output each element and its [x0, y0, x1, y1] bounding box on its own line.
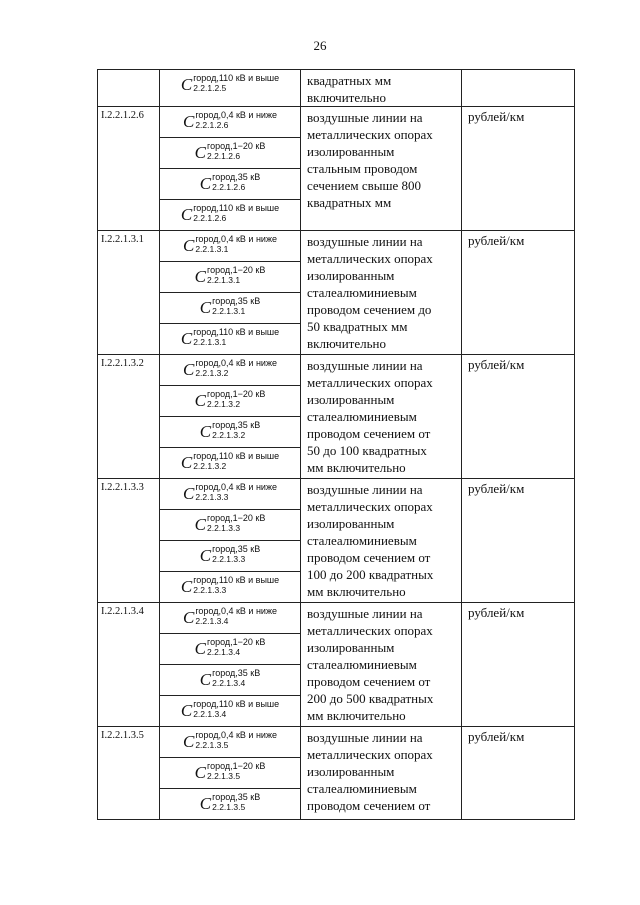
tariff-symbol — [160, 324, 301, 355]
row-code: I.2.2.1.3.1 — [98, 231, 160, 355]
symbol-superscript: город,110 кВ и выше — [193, 73, 280, 83]
row-unit: рублей/км — [462, 479, 575, 603]
symbol-subscript: 2.2.1.2.6 — [193, 213, 227, 223]
table-row — [98, 603, 575, 634]
tariff-symbol — [160, 541, 301, 572]
symbol-letter: C — [199, 298, 212, 317]
symbol-letter: C — [180, 329, 193, 348]
symbol-superscript: город,110 кВ и выше — [193, 699, 280, 709]
symbol-subscript: 2.2.1.3.3 — [193, 585, 227, 595]
symbol-superscript: город,0,4 кВ и ниже — [195, 606, 277, 616]
symbol-letter: C — [182, 236, 195, 255]
symbol-subscript: 2.2.1.3.1 — [206, 275, 241, 285]
row-unit: рублей/км — [462, 231, 575, 355]
row-code: I.2.2.1.3.3 — [98, 479, 160, 603]
symbol-letter: C — [199, 794, 212, 813]
symbol-subscript: 2.2.1.3.2 — [212, 430, 246, 440]
symbol-superscript: город,0,4 кВ и ниже — [195, 110, 277, 120]
row-description: воздушные линии на металлических опорах изолированным стальным проводом сечением свыше 800 квадратных мм — [301, 107, 462, 231]
tariff-symbol — [160, 417, 301, 448]
page-number: 26 — [313, 38, 327, 53]
tariff-table — [97, 69, 575, 820]
symbol-subscript: 2.2.1.2.6 — [195, 120, 229, 130]
table-row — [98, 727, 575, 758]
row-description: квадратных мм включительно — [301, 70, 462, 107]
tariff-symbol — [160, 386, 301, 417]
symbol-letter: C — [182, 360, 195, 379]
table-row — [98, 479, 575, 510]
row-unit: рублей/км — [462, 603, 575, 727]
symbol-letter: C — [180, 453, 193, 472]
symbol-letter: C — [199, 546, 212, 565]
tariff-symbol — [160, 758, 301, 789]
symbol-subscript: 2.2.1.3.2 — [193, 461, 227, 471]
tariff-symbol — [160, 200, 301, 231]
tariff-symbol — [160, 262, 301, 293]
symbol-letter: C — [194, 763, 206, 782]
symbol-subscript: 2.2.1.3.3 — [212, 554, 246, 564]
tariff-symbol — [160, 107, 301, 138]
symbol-superscript: город,1−20 кВ — [206, 265, 266, 275]
tariff-symbol — [160, 510, 301, 541]
table-body — [98, 70, 575, 820]
row-unit: рублей/км — [462, 107, 575, 231]
row-description: воздушные линии на металлических опорах изолированным сталеалюминиевым проводом сечением от 200 до 500 квадратных мм включительно — [301, 603, 462, 727]
symbol-letter: C — [194, 391, 206, 410]
symbol-superscript: город,110 кВ и выше — [193, 203, 280, 213]
symbol-superscript: город,0,4 кВ и ниже — [195, 730, 277, 740]
symbol-subscript: 2.2.1.2.6 — [212, 182, 246, 192]
symbol-letter: C — [180, 701, 193, 720]
row-unit — [462, 70, 575, 107]
row-description: воздушные линии на металлических опорах изолированным сталеалюминиевым проводом сечением от 100 до 200 квадратных мм включительно — [301, 479, 462, 603]
tariff-symbol — [160, 169, 301, 200]
symbol-letter: C — [194, 267, 206, 286]
symbol-subscript: 2.2.1.3.5 — [195, 740, 229, 750]
symbol-superscript: город,1−20 кВ — [206, 389, 266, 399]
tariff-symbol — [160, 138, 301, 169]
symbol-superscript: город,110 кВ и выше — [193, 575, 280, 585]
symbol-superscript: город,0,4 кВ и ниже — [195, 358, 277, 368]
row-code — [98, 70, 160, 107]
symbol-subscript: 2.2.1.2.5 — [193, 83, 227, 93]
tariff-symbol — [160, 572, 301, 603]
symbol-superscript: город,35 кВ — [212, 668, 261, 678]
row-code: I.2.2.1.3.5 — [98, 727, 160, 820]
symbol-superscript: город,35 кВ — [212, 172, 261, 182]
row-description: воздушные линии на металлических опорах изолированным сталеалюминиевым проводом сечением от 50 до 100 квадратных мм включительно — [301, 355, 462, 479]
symbol-subscript: 2.2.1.3.2 — [206, 399, 241, 409]
symbol-superscript: город,0,4 кВ и ниже — [195, 234, 277, 244]
row-unit: рублей/км — [462, 727, 575, 820]
symbol-superscript: город,1−20 кВ — [206, 761, 266, 771]
symbol-superscript: город,35 кВ — [212, 296, 261, 306]
symbol-subscript: 2.2.1.3.3 — [206, 523, 241, 533]
symbol-letter: C — [180, 205, 193, 224]
symbol-subscript: 2.2.1.3.4 — [206, 647, 241, 657]
symbol-subscript: 2.2.1.3.3 — [195, 492, 229, 502]
row-description: воздушные линии на металлических опорах изолированным сталеалюминиевым проводом сечением до 50 квадратных мм включительно — [301, 231, 462, 355]
symbol-subscript: 2.2.1.3.4 — [212, 678, 246, 688]
table-row — [98, 70, 575, 107]
symbol-letter: C — [182, 732, 195, 751]
tariff-symbol — [160, 789, 301, 820]
symbol-superscript: город,1−20 кВ — [206, 141, 266, 151]
table-row — [98, 355, 575, 386]
symbol-letter: C — [194, 639, 206, 658]
row-code: I.2.2.1.3.2 — [98, 355, 160, 479]
symbol-letter: C — [199, 422, 212, 441]
symbol-letter: C — [180, 75, 193, 94]
symbol-subscript: 2.2.1.3.1 — [212, 306, 246, 316]
symbol-subscript: 2.2.1.3.4 — [195, 616, 229, 626]
symbol-letter: C — [182, 112, 195, 131]
tariff-symbol — [160, 665, 301, 696]
symbol-superscript: город,35 кВ — [212, 420, 261, 430]
symbol-superscript: город,35 кВ — [212, 544, 261, 554]
row-unit: рублей/км — [462, 355, 575, 479]
row-code: I.2.2.1.2.6 — [98, 107, 160, 231]
symbol-superscript: город,1−20 кВ — [206, 637, 266, 647]
symbol-letter: C — [199, 174, 212, 193]
symbol-superscript: город,110 кВ и выше — [193, 451, 280, 461]
table-row — [98, 231, 575, 262]
symbol-letter: C — [194, 143, 206, 162]
tariff-symbol — [160, 293, 301, 324]
row-code: I.2.2.1.3.4 — [98, 603, 160, 727]
symbol-subscript: 2.2.1.3.2 — [195, 368, 229, 378]
symbol-letter: C — [194, 515, 206, 534]
symbol-letter: C — [199, 670, 212, 689]
table-row — [98, 107, 575, 138]
tariff-symbol — [160, 603, 301, 634]
symbol-superscript: город,35 кВ — [212, 792, 261, 802]
symbol-subscript: 2.2.1.3.1 — [195, 244, 229, 254]
tariff-symbol — [160, 355, 301, 386]
symbol-subscript: 2.2.1.3.4 — [193, 709, 227, 719]
symbol-letter: C — [182, 484, 195, 503]
tariff-symbol — [160, 727, 301, 758]
tariff-symbol — [160, 448, 301, 479]
symbol-superscript: город,1−20 кВ — [206, 513, 266, 523]
symbol-superscript: город,0,4 кВ и ниже — [195, 482, 277, 492]
symbol-letter: C — [180, 577, 193, 596]
symbol-subscript: 2.2.1.2.6 — [206, 151, 241, 161]
tariff-symbol — [160, 696, 301, 727]
symbol-letter: C — [182, 608, 195, 627]
symbol-subscript: 2.2.1.3.5 — [206, 771, 241, 781]
tariff-symbol — [160, 231, 301, 262]
tariff-symbol — [160, 634, 301, 665]
symbol-subscript: 2.2.1.3.5 — [212, 802, 246, 812]
symbol-superscript: город,110 кВ и выше — [193, 327, 280, 337]
tariff-symbol — [160, 70, 301, 107]
tariff-symbol — [160, 479, 301, 510]
row-description: воздушные линии на металлических опорах изолированным сталеалюминиевым проводом сечением от — [301, 727, 462, 820]
symbol-subscript: 2.2.1.3.1 — [193, 337, 227, 347]
